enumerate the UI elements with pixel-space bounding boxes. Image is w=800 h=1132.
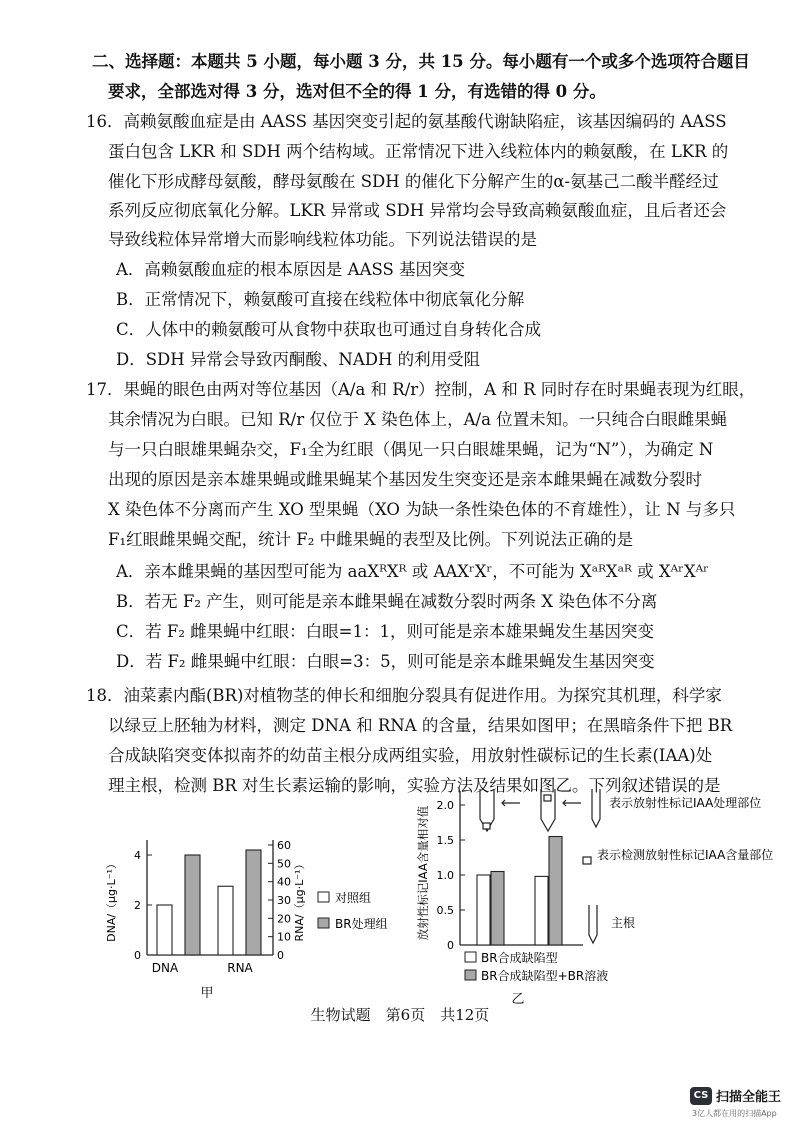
tick-label: 30 [277, 894, 291, 907]
root-annotation [583, 789, 600, 943]
tick-label: 50 [277, 857, 291, 871]
figure-yi [405, 785, 795, 1010]
q16-line: 导致线粒体异常增大而影响线粒体功能。下列说法错误的是 [108, 230, 537, 249]
q17-line: 出现的原因是亲本雄果蝇或雌果蝇某个基因发生突变还是亲本雌果蝇在减数分裂时 [108, 470, 702, 489]
tick-label: 0 [447, 939, 454, 952]
bar [549, 837, 562, 946]
q17-line: 与一只白眼雄果蝇杂交，F₁全为红眼（偶见一只白眼雄果蝇，记为“N”），为确定 N [108, 440, 714, 459]
tick-label: 1.5 [436, 834, 454, 847]
legend-swatch-br [318, 918, 329, 928]
q16-line: 催化下形成酵母氨酸，酵母氨酸在 SDH 的催化下分解产生的α-氨基己二酸半醛经过 [108, 172, 719, 191]
chart-title: 甲 [200, 986, 214, 1001]
page-footer: 生物试题 第6页 共12页 [310, 1006, 490, 1024]
bar [477, 875, 490, 945]
annotation-label: 表示放射性标记IAA处理部位 [609, 796, 762, 810]
tick-label: 20 [277, 912, 291, 926]
scanner-logo-icon: CS [690, 1087, 712, 1105]
tick-label: 0 [277, 949, 284, 962]
chart-title: 乙 [511, 992, 525, 1007]
bar [218, 886, 233, 955]
root-diagram-1 [480, 789, 520, 831]
category-label: DNA [151, 961, 179, 975]
tick-label: 40 [277, 875, 291, 889]
section-header-line1: 二、选择题：本题共 5 小题，每小题 3 分，共 15 分。每小题有一个或多个选项符合题目 [92, 52, 750, 71]
tick-label: 4 [134, 849, 141, 862]
q17-option-c: C．若 F₂ 雌果蝇中红眼：白眼=1：1，则可能是亲本雄果蝇发生基因突变 [116, 622, 654, 641]
category-label: RNA [227, 961, 253, 975]
q16-line: 蛋白包含 LKR 和 SDH 两个结构域。正常情况下进入线粒体内的赖氨酸，在 LKR 的 [108, 142, 729, 161]
q17-line: 17．果蝇的眼色由两对等位基因（A/a 和 R/r）控制，A 和 R 同时存在时果蝇表现为红眼， [86, 380, 756, 399]
bar [185, 855, 200, 955]
scanner-watermark [690, 1085, 781, 1105]
legend-label: BR合成缺陷型 [481, 951, 558, 965]
legend-label: 对照组 [335, 891, 372, 905]
q16-option-d: D．SDH 异常会导致丙酮酸、NADH 的利用受阻 [116, 350, 481, 369]
tick-label: 0 [134, 949, 141, 962]
q17-option-a: A．亲本雌果蝇的基因型可能为 aaXᴿXᴿ 或 AAXʳXʳ，不可能为 XᵃᴿXᵃᴿ 或 XᴬʳXᴬʳ [116, 562, 709, 581]
ylabel-left: DNA/（μg·L⁻¹） [105, 858, 118, 942]
tick-label: 60 [277, 839, 291, 852]
q17-line: F₁红眼雌果蝇交配，统计 F₂ 中雌果蝇的表型及比例。下列说法正确的是 [108, 530, 634, 549]
q18-line: 18．油菜素内酯(BR)对植物茎的伸长和细胞分裂具有促进作用。为探究其机理，科学家 [86, 686, 722, 705]
q17-option-d: D．若 F₂ 雌果蝇中红眼：白眼=3：5，则可能是亲本雌果蝇发生基因突变 [116, 652, 655, 671]
bar [157, 905, 172, 955]
q16-option-b: B．正常情况下，赖氨酸可直接在线粒体中彻底氧化分解 [116, 290, 525, 309]
q16-line: 系列反应彻底氧化分解。LKR 异常或 SDH 异常均会导致高赖氨酸血症，且后者还会 [108, 201, 727, 220]
legend-swatch-mutant [465, 952, 476, 962]
bar [246, 850, 261, 955]
bar [535, 876, 548, 945]
q18-line: 理主根，检测 BR 对生长素运输的影响，实验方法及结果如图乙。下列叙述错误的是 [108, 776, 721, 795]
q16-option-c: C．人体中的赖氨酸可从食物中获取也可通过自身转化合成 [116, 320, 542, 339]
bar [491, 872, 504, 946]
section-header-line2: 要求，全部选对得 3 分，选对但不全的得 1 分，有选错的得 0 分。 [108, 82, 606, 101]
legend-label: BR合成缺陷型+BR溶液 [481, 969, 609, 983]
legend-swatch-mutant-br [465, 970, 476, 980]
tick-label: 2.0 [436, 799, 454, 812]
scanner-app-name: 扫描全能王 [716, 1090, 782, 1105]
legend-label: BR处理组 [335, 917, 388, 931]
q18-line: 以绿豆上胚轴为材料，测定 DNA 和 RNA 的含量，结果如图甲；在黑暗条件下把 BR [108, 716, 733, 735]
ylabel-right: RNA/（μg·L⁻¹） [293, 858, 306, 942]
tick-label: 1.0 [436, 869, 454, 882]
q18-line: 合成缺陷突变体拟南芥的幼苗主根分成两组实验，用放射性碳标记的生长素(IAA)处 [108, 746, 713, 765]
annotation-label: 表示检测放射性标记IAA含量部位 [597, 848, 774, 862]
tick-label: 2 [134, 899, 141, 912]
legend-swatch-control [318, 892, 329, 902]
scanner-tagline: 3亿人都在用的扫描App [692, 1109, 777, 1118]
q16-line: 16．高赖氨酸血症是由 AASS 基因突变引起的氨基酸代谢缺陷症，该基因编码的 AASS [86, 112, 727, 131]
ylabel: 放射性标记IAA含量相对值 [416, 805, 430, 941]
q16-option-a: A．高赖氨酸血症的根本原因是 AASS 基因突变 [116, 260, 466, 279]
tick-label: 0.5 [436, 904, 454, 917]
q17-line: 其余情况为白眼。已知 R/r 仅位于 X 染色体上，A/a 位置未知。一只纯合白眼雌果蝇 [108, 410, 728, 429]
annotation-label: 主根 [611, 916, 636, 930]
root-diagram-2 [541, 789, 581, 831]
tick-label: 10 [277, 930, 291, 944]
q17-option-b: B．若无 F₂ 产生，则可能是亲本雌果蝇在减数分裂时两条 X 染色体不分离 [116, 592, 658, 611]
q17-line: X 染色体不分离而产生 XO 型果蝇（XO 为缺一条性染色体的不育雄性），让 N 与多只 [108, 500, 736, 519]
